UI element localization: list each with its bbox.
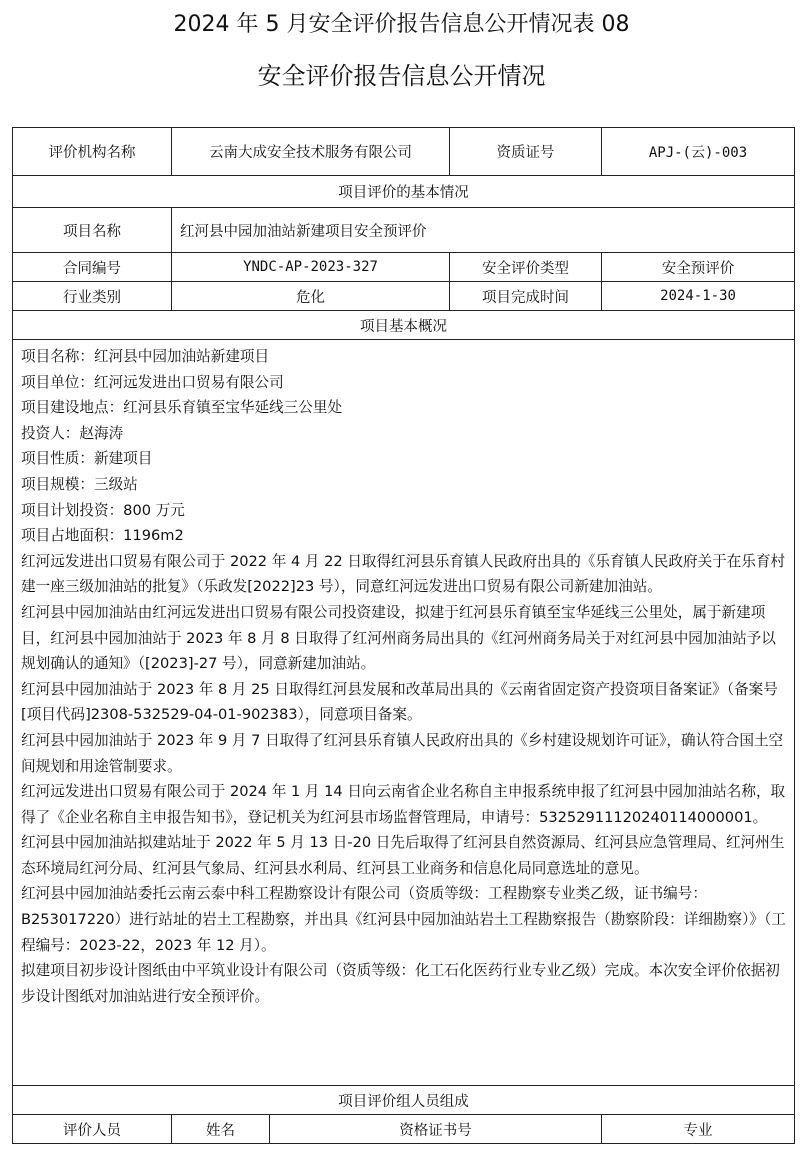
basic-section-row <box>13 175 794 207</box>
team-header-cert: 资格证书号 <box>269 1115 601 1143</box>
industry-label: 行业类别 <box>63 289 121 306</box>
basic-section-title: 项目评价的基本情况 <box>338 185 469 201</box>
overview-paragraph: 项目建设地点：红河县乐育镇至宝华延线三公里处 <box>21 399 343 417</box>
team-header-row <box>13 1114 794 1143</box>
contract-row <box>13 252 794 281</box>
overview-paragraph: 项目名称：红河县中园加油站新建项目 <box>21 348 270 365</box>
eval-type-value: 安全预评价 <box>601 253 794 281</box>
overview-paragraph: 拟建项目初步设计图纸由中平筑业设计有限公司（资质等级：化工石化医药行业专业乙级）完成。本次安全评价依据初步设计图纸对加油站进行安全预评价。 <box>21 962 780 1005</box>
overview-paragraph: 红河县中园加油站由红河远发进出口贸易有限公司投资建设，拟建于红河县乐育镇至宝华延线三公里处，属于新建项目，红河县中园加油站于 2023 年 8 月 8 日取得了红河州商务局出具的《红河州商务局关于对红河县中园加油站予以规划确认的通知》（[2023]-27 号），同意新建加油站。 <box>21 603 776 673</box>
overview-section-row <box>13 310 794 339</box>
cert-label: 资质证号 <box>449 128 601 175</box>
overview-paragraph: 项目单位：红河远发进出口贸易有限公司 <box>21 373 284 391</box>
industry-value: 危化 <box>171 282 449 310</box>
document-subtitle: 安全评价报告信息公开情况 <box>257 62 546 90</box>
complete-time-label: 项目完成时间 <box>449 282 601 310</box>
disclosure-table <box>12 127 795 1144</box>
overview-paragraph: 项目性质：新建项目 <box>21 450 153 468</box>
project-name-value: 红河县中园加油站新建项目安全预评价 <box>171 208 794 252</box>
org-value: 云南大成安全技术服务有限公司 <box>171 128 449 175</box>
eval-type-label: 安全评价类型 <box>449 253 601 281</box>
overview-paragraph: 红河远发进出口贸易有限公司于 2024 年 1 月 14 日向云南省企业名称自主申报系统申报了红河县中园加油站名称，取得了《企业名称自主申报告知书》，登记机关为红河县市场监督管理局，申请号：53252911120240114000001。 <box>21 783 786 826</box>
team-header-name: 姓名 <box>171 1115 269 1143</box>
contract-label: 合同编号 <box>63 260 121 277</box>
overview-paragraph: 红河县中园加油站拟建站址于 2022 年 5 月 13 日-20 日先后取得了红河县自然资源局、红河县应急管理局、红河州生态环境局红河分局、红河县气象局、红河县水利局、红河县工业商务和信息化局同意选址的意见。 <box>21 834 785 877</box>
overview-paragraph: 投资人：赵海涛 <box>21 424 124 442</box>
project-overview <box>13 339 794 1085</box>
complete-time-value: 2024-1-30 <box>601 282 794 310</box>
overview-paragraph: 项目占地面积：1196m2 <box>21 527 184 545</box>
team-section-title: 项目评价组人员组成 <box>338 1093 469 1110</box>
overview-paragraph: 红河远发进出口贸易有限公司于 2022 年 4 月 22 日取得红河县乐育镇人民政府出具的《乐育镇人民政府关于在乐育村建一座三级加油站的批复》（乐政发[2022]23 号），同意红河远发进出口贸易有限公司新建加油站。 <box>21 552 786 596</box>
overview-paragraph: 红河县中园加油站委托云南云泰中科工程勘察设计有限公司（资质等级：工程勘察专业类乙级，证书编号：B253017220）进行站址的岩土工程勘察，并出具《红河县中园加油站岩土工程勘察报告（勘察阶段：详细勘察）》（工程编号：2023-22，2023 年 12 月）。 <box>21 885 786 954</box>
document-title: 2024 年 5 月安全评价报告信息公开情况表 08 <box>173 12 630 37</box>
team-section-row <box>13 1085 794 1114</box>
cert-value: APJ-(云)-003 <box>601 128 794 175</box>
overview-paragraph: 红河县中园加油站于 2023 年 9 月 7 日取得了红河县乐育镇人民政府出具的《乡村建设规划许可证》，确认符合国土空间规划和用途管制要求。 <box>21 731 784 775</box>
contract-value: YNDC-AP-2023-327 <box>171 253 449 281</box>
overview-paragraph: 红河县中园加油站于 2023 年 8 月 25 日取得红河县发展和改革局出具的《云南省固定资产投资项目备案证》（备案号[项目代码]2308-532529-04-01-902383），同意项目备案。 <box>21 680 778 724</box>
team-header-major: 专业 <box>601 1115 794 1143</box>
industry-row <box>13 281 794 310</box>
overview-paragraph: 项目计划投资：800 万元 <box>21 501 185 519</box>
project-name-row <box>13 207 794 252</box>
org-label: 评价机构名称 <box>48 145 136 161</box>
org-row <box>13 128 794 175</box>
overview-paragraph: 项目规模：三级站 <box>21 475 138 493</box>
project-name-label: 项目名称 <box>63 223 121 240</box>
team-header-role: 评价人员 <box>63 1122 121 1139</box>
overview-section-title: 项目基本概况 <box>360 318 447 335</box>
